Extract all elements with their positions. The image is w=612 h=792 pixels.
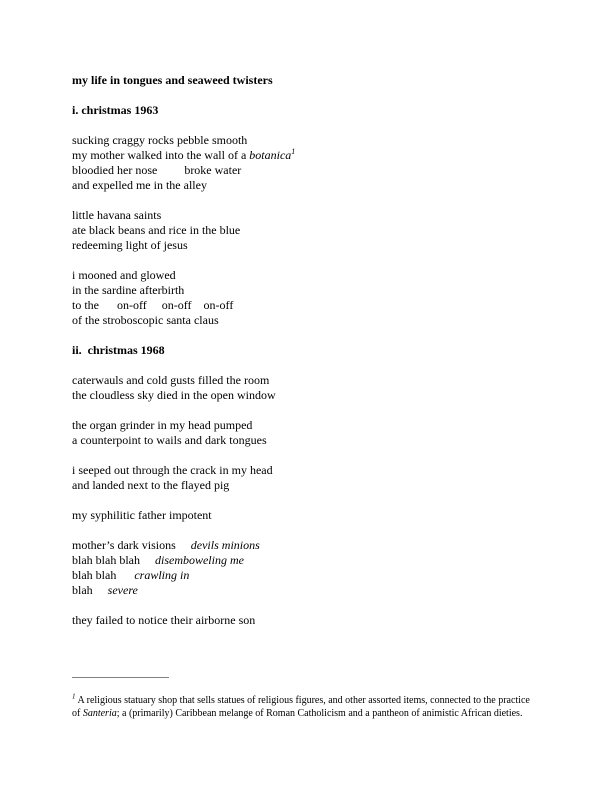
poem-line: they failed to notice their airborne son (72, 613, 256, 627)
poem-line: blah severe (72, 583, 138, 597)
poem-line: and expelled me in the alley (72, 178, 207, 192)
section-heading-ii: ii. christmas 1968 (72, 343, 165, 357)
footnote-text (72, 694, 540, 720)
footnote-separator-rule (72, 677, 169, 678)
poem-line: i mooned and glowed (72, 268, 176, 282)
section-i-stanzas (72, 133, 540, 328)
italic-phrase: disemboweling me (154, 553, 244, 567)
stanza (72, 613, 540, 628)
poem-line: my mother walked into the wall of a botanica$^1$ (72, 147, 296, 162)
italic-phrase: Santeria (82, 708, 117, 719)
section-heading-i: i. christmas 1963 (72, 103, 159, 117)
stanza (72, 463, 540, 493)
poem-line: blah blah crawling in (72, 568, 190, 582)
stanza (72, 208, 540, 253)
stanza (72, 373, 540, 403)
footnote-line: of Santeria; a (primarily) Caribbean melange of Roman Catholicism and a pantheon of animistic African dieties. (72, 708, 523, 719)
poem-line: ate black beans and rice in the blue (72, 223, 241, 237)
stanza (72, 133, 540, 193)
poem-line: of the stroboscopic santa claus (72, 313, 219, 327)
poem-line: i seeped out through the crack in my head (72, 463, 273, 477)
footnote-area (72, 677, 540, 720)
poem-line: my syphilitic father impotent (72, 508, 212, 522)
poem-line: bloodied her nose broke water (72, 163, 242, 177)
poem-line: sucking craggy rocks pebble smooth (72, 133, 248, 147)
poem-section-i (72, 103, 540, 328)
poem-line: redeeming light of jesus (72, 238, 188, 252)
poem-title: my life in tongues and seaweed twisters (72, 73, 273, 87)
italic-phrase: botanica (249, 148, 292, 162)
poem-line: little havana saints (72, 208, 162, 222)
footnote-marker: 1 (72, 692, 76, 701)
poem-line: the cloudless sky died in the open window (72, 388, 276, 402)
poem-line: to the on-off on-off on-off (72, 298, 234, 312)
poem-line: a counterpoint to wails and dark tongues (72, 433, 267, 447)
stanza (72, 268, 540, 328)
poem-line: in the sardine afterbirth (72, 283, 185, 297)
poem-line: and landed next to the flayed pig (72, 478, 230, 492)
section-ii-stanzas (72, 373, 540, 628)
footnote-line: $^1$ A religious statuary shop that sells statues of religious figures, and other assorted items, connected to the practice (72, 692, 530, 706)
italic-phrase: crawling in (134, 568, 190, 582)
stanza (72, 418, 540, 448)
poem-section-ii (72, 343, 540, 628)
italic-phrase: devils minions (190, 538, 260, 552)
poem (72, 73, 540, 643)
stanza (72, 508, 540, 523)
poem-line: the organ grinder in my head pumped (72, 418, 253, 432)
footnote-marker: 1 (291, 147, 296, 156)
poem-line: mother’s dark visions devils minions (72, 538, 260, 552)
stanza (72, 538, 540, 598)
poem-line: blah blah blah disemboweling me (72, 553, 244, 567)
poem-line: caterwauls and cold gusts filled the room (72, 373, 270, 387)
italic-phrase: severe (107, 583, 138, 597)
